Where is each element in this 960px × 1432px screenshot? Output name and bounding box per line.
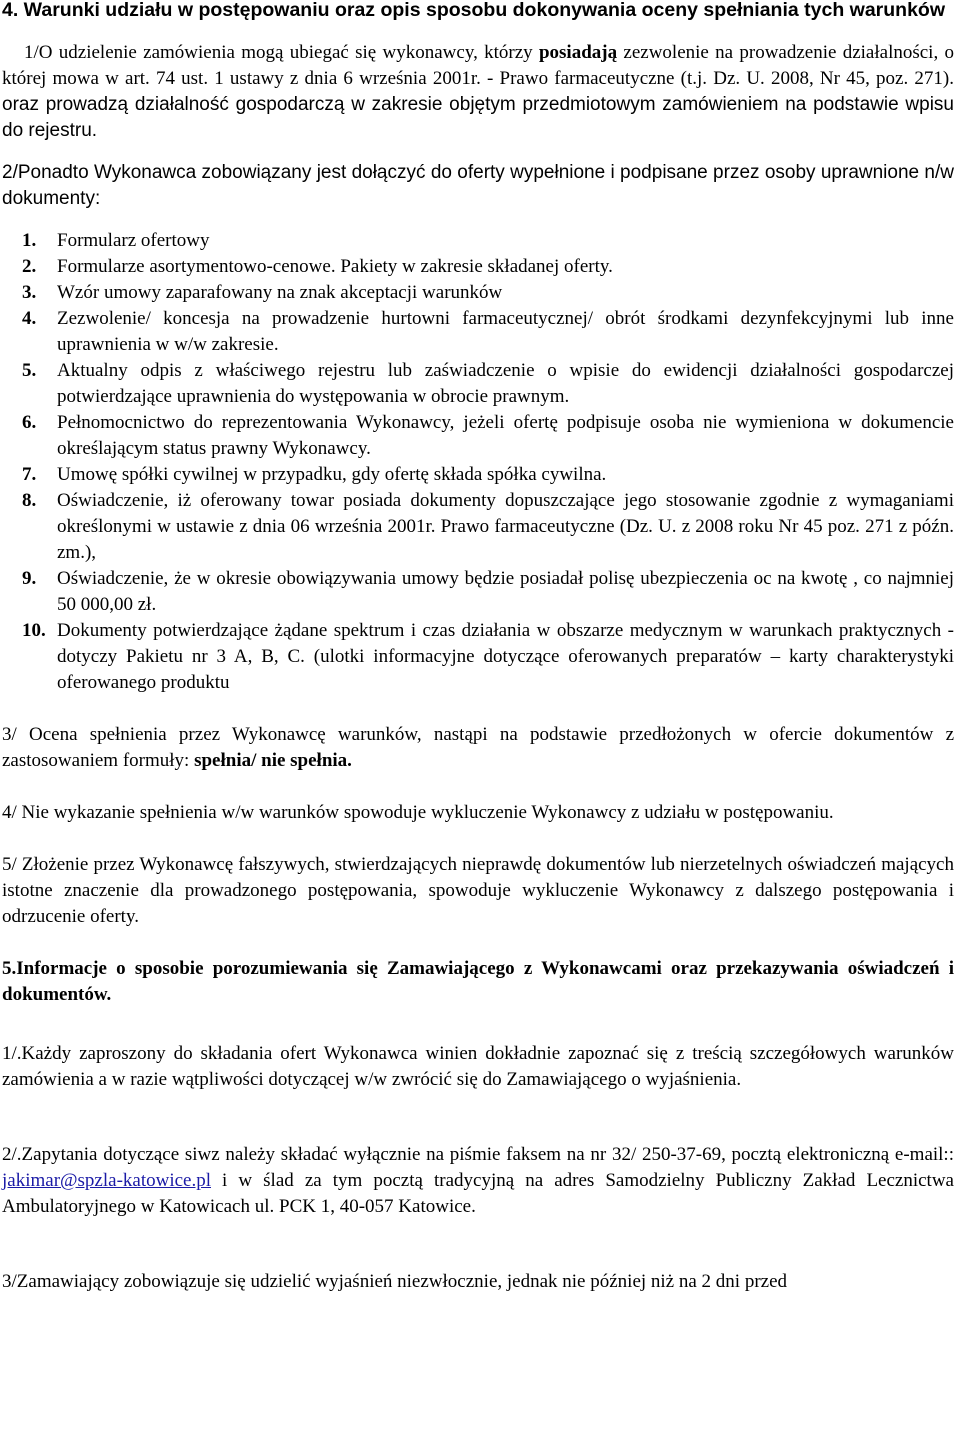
list-item: 4. Zezwolenie/ koncesja na prowadzenie hurtowni farmaceutycznej/ obrót środkami dezynfekcyjnymi lub inne uprawnienia w w/w zakresie.: [22, 308, 954, 355]
section-5-paragraph-2: 2/.Zapytania dotyczące siwz należy składać wyłącznie na piśmie faksem na nr 32/ 250-37-69, pocztą elektroniczną e-mail:: jakimar@spzla-katowice.pl i w ślad za tym pocztą tradycyjną na adres Samodzielny Publiczny Zakład Lecznictwa Ambulatoryjnego w Katowicach ul. PCK 1, 40-057 Katowice.: [2, 1144, 954, 1217]
list-item: 3. Wzór umowy zaparafowany na znak akceptacji warunków: [22, 282, 503, 303]
paragraph-2: 2/Ponadto Wykonawca zobowiązany jest dołączyć do oferty wypełnione i podpisane przez osoby uprawnione n/w dokumenty:: [2, 162, 954, 209]
paragraph-1-text-b: zezwolenie na prowadzenie działalności, o której mowa w art. 74 ust. 1 ustawy z dnia 6 września 2001r. - Prawo farmaceutyczne (t.j. Dz. U. 2008, Nr 45, poz. 271).: [2, 42, 954, 89]
section-5-heading: 5.Informacje o sposobie porozumiewania się Zamawiającego z Wykonawcami oraz przekazywania oświadczeń i dokumentów.: [2, 958, 954, 1005]
email-link[interactable]: jakimar@spzla-katowice.pl: [2, 1170, 211, 1191]
required-documents-list: [2, 228, 954, 696]
paragraph-4: 4/ Nie wykazanie spełnienia w/w warunków spowoduje wykluczenie Wykonawcy z udziału w postępowaniu.: [2, 802, 834, 823]
paragraph-1-bold: posiadają: [538, 42, 618, 63]
paragraph-1: [2, 40, 954, 144]
paragraph-5: 5/ Złożenie przez Wykonawcę fałszywych, stwierdzających nieprawdę dokumentów lub nierzetelnych oświadczeń mających istotne znaczenie dla prowadzonego postępowania, spowoduje wykluczenie Wykonawcy z dalszego postępowania i odrzucenie oferty.: [2, 854, 954, 927]
list-item: 10. Dokumenty potwierdzające żądane spektrum i czas działania w obszarze medycznym w warunkach praktycznych - dotyczy Pakietu nr 3 A, B, C. (ulotki informacyjne dotyczące oferowanych preparatów – karty charakterystyki oferowanego produktu: [22, 620, 954, 693]
list-item: 7. Umowę spółki cywilnej w przypadku, gdy ofertę składa spółka cywilna.: [22, 464, 607, 485]
paragraph-3-bold: spełnia/ nie spełnia.: [194, 750, 352, 771]
list-item: 8. Oświadczenie, iż oferowany towar posiada dokumenty dopuszczające jego stosowanie zgodnie z wymaganiami określonymi w ustawie z dnia 06 września 2001r. Prawo farmaceutyczne (Dz. U. z 2008 roku Nr 45 poz. 271 z późn. zm.),: [22, 490, 954, 563]
list-item: 1. Formularz ofertowy: [22, 230, 210, 251]
list-item: 6. Pełnomocnictwo do reprezentowania Wykonawcy, jeżeli ofertę podpisuje osoba nie wymieniona w dokumencie określającym status prawny Wykonawcy.: [22, 412, 954, 459]
section-4-heading: 4. Warunki udziału w postępowaniu oraz opis sposobu dokonywania oceny spełniania tych warunków: [2, 0, 946, 21]
paragraph-1-text-c: oraz prowadzą działalność gospodarczą w zakresie objętym przedmiotowym zamówieniem na podstawie wpisu do rejestru.: [2, 94, 954, 141]
paragraph-1-text-a: 1/O udzielenie zamówienia mogą ubiegać się wykonawcy, którzy: [24, 42, 539, 63]
section-5-paragraph-3: 3/Zamawiający zobowiązuje się udzielić wyjaśnień niezwłocznie, jednak nie później niż na 2 dni przed: [2, 1271, 788, 1292]
paragraph-3: 3/ Ocena spełnienia przez Wykonawcę warunków, nastąpi na podstawie przedłożonych w ofercie dokumentów z zastosowaniem formuły: spełnia/ nie spełnia.: [2, 724, 954, 771]
section-5-paragraph-1: 1/.Każdy zaproszony do składania ofert Wykonawca winien dokładnie zapoznać się z treścią szczegółowych warunków zamówienia a w razie wątpliwości dotyczącej w/w zwrócić się do Zamawiającego o wyjaśnienia.: [2, 1043, 954, 1090]
list-item: 2. Formularze asortymentowo-cenowe. Pakiety w zakresie składanej oferty.: [22, 256, 613, 277]
list-item: 9. Oświadczenie, że w okresie obowiązywania umowy będzie posiadał polisę ubezpieczenia oc na kwotę , co najmniej 50 000,00 zł.: [22, 568, 954, 615]
list-item: 5. Aktualny odpis z właściwego rejestru lub zaświadczenie o wpisie do ewidencji działalności gospodarczej potwierdzające uprawnienia do występowania w obrocie prawnym.: [22, 360, 954, 407]
